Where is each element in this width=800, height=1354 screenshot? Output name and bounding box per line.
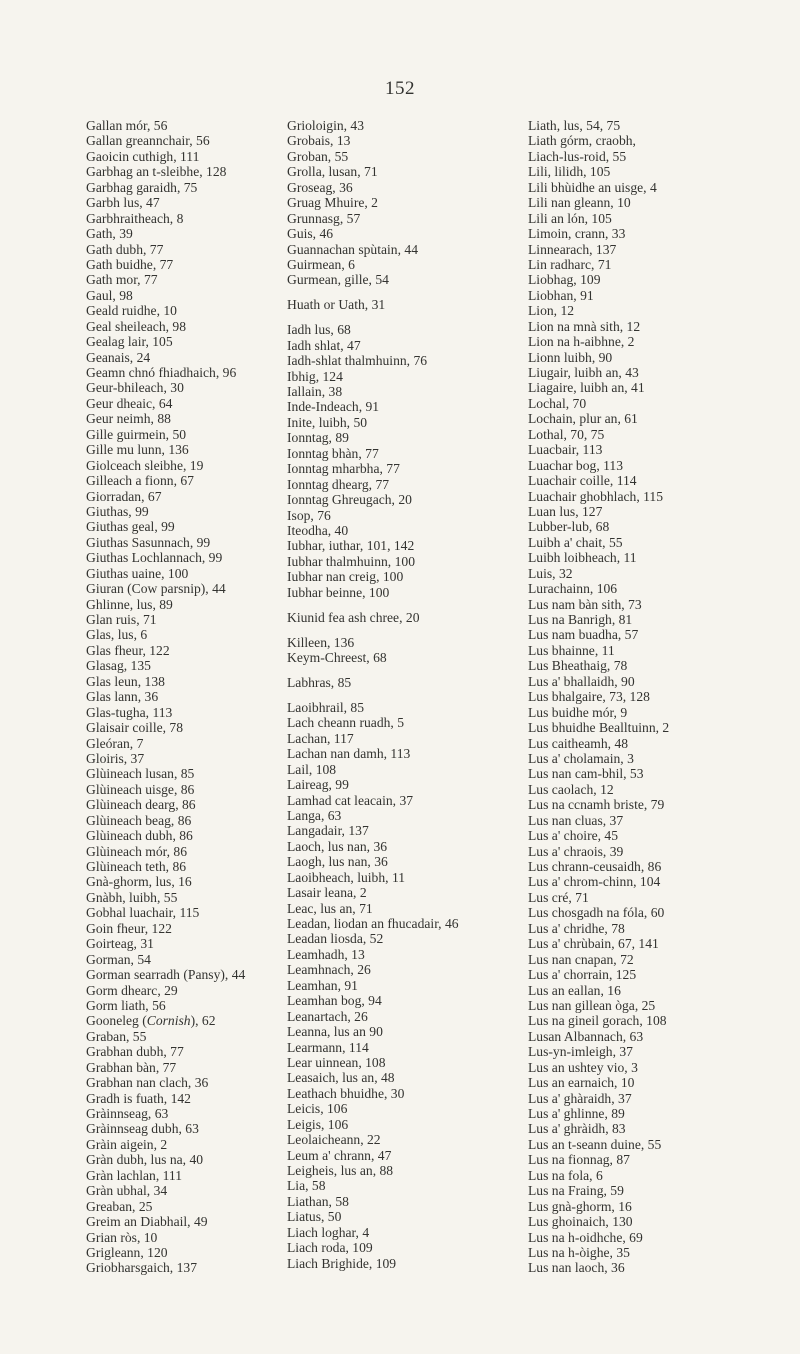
- index-entry: Luacbair, 113: [528, 442, 603, 458]
- index-entry: Glùineach lusan, 85: [86, 766, 195, 782]
- index-entry: Linnearach, 137: [528, 241, 617, 257]
- index-entry: Glas lann, 36: [86, 689, 159, 705]
- index-entry: Gurmean, gille, 54: [287, 272, 389, 288]
- index-entry: Glùineach beag, 86: [86, 812, 192, 828]
- index-entry: Lus bhainne, 11: [528, 642, 615, 658]
- index-entry: Iubhar thalmhuinn, 100: [287, 553, 415, 569]
- index-entry: Lus ghoinaich, 130: [528, 1214, 633, 1230]
- index-entry: Gooneleg (Cornish), 62: [86, 1013, 216, 1029]
- index-entry: Ionntag Ghreugach, 20: [287, 492, 412, 508]
- index-entry: Leigheis, lus an, 88: [287, 1163, 394, 1178]
- index-entry: Lus a' choire, 45: [528, 828, 619, 844]
- index-entry: Iadh lus, 68: [287, 322, 351, 338]
- index-entry: Gràinnseag dubh, 63: [86, 1121, 199, 1137]
- index-entry: Lia, 58: [287, 1178, 326, 1194]
- index-entry: Giuthas uaine, 100: [86, 565, 189, 581]
- index-entry: Lus an t-seann duine, 55: [528, 1136, 662, 1152]
- index-entry: Lachan nan damh, 113: [287, 746, 411, 762]
- index-entry: Liobhan, 91: [528, 287, 594, 303]
- index-entry: Lus a' chorrain, 125: [528, 967, 637, 983]
- index-entry: Graban, 55: [86, 1028, 147, 1044]
- index-entry: Leamhan, 91: [287, 977, 358, 993]
- index-entry: Lus cré, 71: [528, 889, 589, 905]
- index-entry: Glùineach uisge, 86: [86, 781, 195, 797]
- index-entry: Guirmean, 6: [287, 256, 355, 272]
- index-entry: Learmann, 114: [287, 1039, 369, 1055]
- index-entry: Lus a' ghràidh, 83: [528, 1121, 626, 1137]
- index-section-first-entry: Huath or Uath, 31: [287, 297, 386, 313]
- index-entry: Langadair, 137: [287, 823, 369, 839]
- index-entry: Lochal, 70: [528, 395, 587, 411]
- index-entry: Guannachan spùtain, 44: [287, 241, 418, 257]
- index-entry: Lus an ushtey vio, 3: [528, 1059, 638, 1075]
- index-entry: Gloiris, 37: [86, 750, 145, 766]
- index-entry: Leum a' chrann, 47: [287, 1147, 392, 1163]
- index-entry: Lus na fola, 6: [528, 1167, 603, 1183]
- index-entry: Garbhag garaidh, 75: [86, 179, 198, 195]
- index-entry: Liath górm, craobh,: [528, 133, 636, 149]
- index-entry: Lus an eallan, 16: [528, 982, 621, 998]
- index-entry: Grobais, 13: [287, 133, 351, 149]
- index-entry: Luachair coille, 114: [528, 473, 637, 489]
- index-entry: Iadh-shlat thalmhuinn, 76: [287, 353, 428, 369]
- index-entry: Lus a' chraois, 39: [528, 843, 624, 859]
- index-entry: Lus Bheathaig, 78: [528, 658, 628, 674]
- index-section-first-entry: Kiunid fea ash chree, 20: [287, 609, 420, 625]
- index-column-2: [287, 118, 527, 1271]
- index-entry: Gleóran, 7: [86, 735, 144, 751]
- index-entry: Lili an lón, 105: [528, 210, 612, 226]
- index-entry: Gille guirmein, 50: [86, 426, 187, 442]
- index-entry: Lus a' cholamain, 3: [528, 750, 634, 766]
- index-entry: Glas-tugha, 113: [86, 704, 173, 720]
- index-entry: Lus gnà-ghorm, 16: [528, 1198, 632, 1214]
- index-entry: Leamhan bog, 94: [287, 993, 382, 1009]
- index-entry: Gille mu lunn, 136: [86, 442, 189, 458]
- index-entry: Liach roda, 109: [287, 1240, 373, 1256]
- index-entry: Lion, 12: [528, 303, 575, 319]
- index-entry: Luan lus, 127: [528, 503, 603, 519]
- index-entry: Gorm liath, 56: [86, 997, 166, 1013]
- index-entry: Iubhar, iuthar, 101, 142: [287, 538, 415, 554]
- index-entry: Grunnasg, 57: [287, 210, 361, 226]
- index-column-3: [528, 118, 790, 1276]
- index-entry: Leamhadh, 13: [287, 946, 365, 962]
- index-entry: Liach-lus-roid, 55: [528, 148, 627, 164]
- index-entry: Gorm dhearc, 29: [86, 982, 178, 998]
- index-entry: Liobhag, 109: [528, 272, 601, 288]
- index-entry: Gràin aigein, 2: [86, 1136, 168, 1152]
- index-entry: Lasair leana, 2: [287, 885, 367, 901]
- index-entry: Inite, luibh, 50: [287, 414, 368, 430]
- index-entry: Luibh a' chait, 55: [528, 534, 623, 550]
- index-entry: Glùineach dearg, 86: [86, 797, 196, 813]
- index-entry: Geur-bhileach, 30: [86, 380, 184, 396]
- index-entry: Lail, 108: [287, 761, 337, 777]
- index-entry: Lin radharc, 71: [528, 256, 612, 272]
- index-entry: Lus nam bàn sith, 73: [528, 596, 642, 612]
- index-entry: Goin fheur, 122: [86, 920, 172, 936]
- index-entry: Gradh is fuath, 142: [86, 1090, 191, 1106]
- index-entry: Geald ruidhe, 10: [86, 303, 177, 319]
- index-entry: Lus nan gillean òga, 25: [528, 997, 656, 1013]
- index-entry: Gobhal luachair, 115: [86, 905, 200, 921]
- index-entry: Liach loghar, 4: [287, 1224, 370, 1240]
- index-entry: Isop, 76: [287, 507, 331, 523]
- index-entry: Langa, 63: [287, 807, 342, 823]
- index-entry: Lionn luibh, 90: [528, 349, 613, 365]
- index-entry: Luibh loibheach, 11: [528, 550, 637, 566]
- index-entry: Giorradan, 67: [86, 488, 162, 504]
- index-entry: Liath, lus, 54, 75: [528, 118, 621, 133]
- index-entry: Geamn chnó fhiadhaich, 96: [86, 365, 237, 380]
- index-entry: Glaisair coille, 78: [86, 720, 184, 736]
- index-entry: Lus a' chridhe, 78: [528, 920, 625, 936]
- index-entry: Liatus, 50: [287, 1209, 342, 1225]
- index-entry: Lus nan laoch, 36: [528, 1260, 625, 1276]
- index-entry: Ionntag dhearg, 77: [287, 476, 390, 492]
- index-entry: Lus nam buadha, 57: [528, 627, 639, 643]
- index-entry: Gilleach a fionn, 67: [86, 473, 194, 489]
- index-entry: Keym-Chreest, 68: [287, 650, 387, 665]
- index-entry: Garbhraitheach, 8: [86, 210, 184, 226]
- index-entry: Lus na h-oidhche, 69: [528, 1229, 643, 1245]
- index-entry: Glasag, 135: [86, 658, 151, 674]
- index-entry: Lus chrann-ceusaidh, 86: [528, 859, 662, 874]
- index-entry: Lion na mnà sith, 12: [528, 318, 641, 334]
- index-entry: Lachan, 117: [287, 730, 354, 746]
- index-entry: Geur neimh, 88: [86, 411, 171, 427]
- index-entry: Lus na ccnamh briste, 79: [528, 797, 665, 813]
- index-entry: Grabhan nan clach, 36: [86, 1075, 209, 1091]
- index-entry: Limoin, crann, 33: [528, 226, 626, 242]
- index-entry: Gallan mór, 56: [86, 118, 168, 133]
- index-entry: Lion na h-aibhne, 2: [528, 334, 635, 350]
- index-entry: Garbhag an t-sleibhe, 128: [86, 164, 227, 180]
- index-entry: Lus caolach, 12: [528, 781, 614, 797]
- index-entry: Gath mor, 77: [86, 272, 158, 288]
- index-entry: Liach Brighide, 109: [287, 1255, 397, 1271]
- index-entry: Iteodha, 40: [287, 522, 349, 538]
- index-entry: Goirteag, 31: [86, 936, 154, 952]
- index-entry: Inde-Indeach, 91: [287, 399, 380, 415]
- index-entry: Lili bhùidhe an uisge, 4: [528, 179, 657, 195]
- index-entry: Lus a' ghàraidh, 37: [528, 1090, 632, 1106]
- index-entry: Lus nan cnapan, 72: [528, 951, 634, 967]
- index-entry: Luis, 32: [528, 565, 573, 581]
- index-entry: Lusan Albannach, 63: [528, 1028, 644, 1044]
- index-entry: Laogh, lus nan, 36: [287, 854, 388, 870]
- index-entry: Liugair, luibh an, 43: [528, 365, 639, 380]
- index-entry: Luachar bog, 113: [528, 457, 623, 473]
- index-entry: Lus a' ghlinne, 89: [528, 1106, 625, 1121]
- page-number: 152: [385, 78, 415, 99]
- index-entry: Leigis, 106: [287, 1116, 349, 1132]
- index-entry: Grioloigin, 43: [287, 118, 365, 133]
- index-entry: Lus bhalgaire, 73, 128: [528, 689, 650, 705]
- index-entry: Lus na Fraing, 59: [528, 1183, 624, 1199]
- index-entry: Leathach bhuidhe, 30: [287, 1085, 405, 1101]
- index-entry: Lus na h-òighe, 35: [528, 1244, 630, 1260]
- index-entry: Iubhar nan creig, 100: [287, 569, 404, 585]
- index-entry: Gràn dubh, lus na, 40: [86, 1152, 204, 1168]
- index-entry: Gaul, 98: [86, 287, 133, 303]
- index-entry: Lus caitheamh, 48: [528, 735, 629, 751]
- index-entry: Gath buidhe, 77: [86, 256, 174, 272]
- index-entry: Griobharsgaich, 137: [86, 1260, 197, 1276]
- index-entry: Gaoicin cuthigh, 111: [86, 148, 200, 164]
- index-entry: Glùineach mór, 86: [86, 843, 188, 859]
- index-entry: Lus na Banrigh, 81: [528, 612, 633, 627]
- index-entry: Gealag lair, 105: [86, 334, 173, 350]
- index-entry: Lus a' chrùbain, 67, 141: [528, 936, 659, 952]
- index-entry: Lus chosgadh na fóla, 60: [528, 905, 665, 921]
- index-entry: Lus nan cluas, 37: [528, 812, 624, 828]
- index-entry: Lurachainn, 106: [528, 581, 618, 597]
- index-entry: Giuthas Sasunnach, 99: [86, 534, 211, 550]
- index-entry: Geal sheileach, 98: [86, 318, 187, 334]
- index-entry: Groban, 55: [287, 148, 349, 164]
- index-entry: Glan ruis, 71: [86, 612, 157, 627]
- index-entry: Giuran (Cow parsnip), 44: [86, 581, 226, 597]
- index-entry: Geanais, 24: [86, 349, 151, 365]
- index-entry: Lili nan gleann, 10: [528, 195, 631, 211]
- index-entry: Glùineach teth, 86: [86, 859, 187, 874]
- index-entry: Killeen, 136: [287, 634, 355, 650]
- index-entry: Glas, lus, 6: [86, 627, 148, 643]
- index-entry: Grigleann, 120: [86, 1244, 168, 1260]
- index-entry: Grian ròs, 10: [86, 1229, 158, 1245]
- index-entry: Laireag, 99: [287, 777, 349, 793]
- index-entry: Lus a' chrom-chinn, 104: [528, 874, 661, 890]
- index-entry: Lothal, 70, 75: [528, 426, 605, 442]
- index-entry: Ionntag, 89: [287, 430, 349, 446]
- index-entry: Leanartach, 26: [287, 1008, 368, 1024]
- index-entry: Giuthas geal, 99: [86, 519, 175, 535]
- index-entry: Gràinnseag, 63: [86, 1106, 169, 1121]
- index-entry: Laoibheach, luibh, 11: [287, 869, 406, 885]
- index-entry: Grabhan bàn, 77: [86, 1059, 177, 1075]
- index-entry: Iallain, 38: [287, 384, 343, 399]
- index-entry: Gràn ubhal, 34: [86, 1183, 168, 1199]
- index-entry: Lili, lilidh, 105: [528, 164, 611, 180]
- index-entry: Iubhar beinne, 100: [287, 584, 390, 600]
- index-entry: Garbh lus, 47: [86, 195, 160, 211]
- index-entry: Gràn lachlan, 111: [86, 1167, 182, 1183]
- index-entry: Ionntag mharbha, 77: [287, 461, 400, 477]
- index-entry: Lear uinnean, 108: [287, 1054, 386, 1070]
- index-entry: Greaban, 25: [86, 1198, 153, 1214]
- index-entry: Luachair ghobhlach, 115: [528, 488, 664, 504]
- index-section-first-entry: Labhras, 85: [287, 674, 352, 690]
- index-entry: Laoibhrail, 85: [287, 699, 365, 715]
- index-entry: Lus buidhe mór, 9: [528, 704, 628, 720]
- index-entry: Leicis, 106: [287, 1101, 348, 1117]
- index-entry: Greim an Diabhail, 49: [86, 1214, 208, 1230]
- index-entry: Ibhig, 124: [287, 368, 343, 384]
- index-entry: Grolla, lusan, 71: [287, 164, 378, 180]
- index-entry: Lus-yn-imleigh, 37: [528, 1044, 633, 1060]
- index-entry: Glas leun, 138: [86, 673, 165, 689]
- index-entry: Giuthas Lochlannach, 99: [86, 550, 223, 566]
- index-entry: Lus nan cam-bhil, 53: [528, 766, 644, 782]
- index-entry: Lus an earnaich, 10: [528, 1075, 635, 1091]
- index-entry: Gruag Mhuire, 2: [287, 195, 378, 211]
- index-entry: Iadh shlat, 47: [287, 337, 361, 353]
- index-entry: Lus bhuidhe Bealltuinn, 2: [528, 720, 670, 736]
- index-entry: Gorman searradh (Pansy), 44: [86, 967, 246, 983]
- index-entry: Lamhad cat leacain, 37: [287, 792, 414, 808]
- index-entry: Giolceach sleibhe, 19: [86, 457, 204, 473]
- index-entry: Leadan liosda, 52: [287, 931, 384, 947]
- index-entry: Lus na fionnag, 87: [528, 1152, 630, 1168]
- index-entry: Gath, 39: [86, 226, 133, 242]
- index-entry: Lach cheann ruadh, 5: [287, 715, 405, 731]
- index-entry: Leamhnach, 26: [287, 962, 371, 978]
- index-entry: Groseag, 36: [287, 179, 353, 195]
- index-entry: Liagaire, luibh an, 41: [528, 380, 645, 396]
- index-entry: Lochain, plur an, 61: [528, 411, 638, 427]
- index-entry: Ionntag bhàn, 77: [287, 445, 379, 461]
- index-entry: Giuthas, 99: [86, 503, 149, 519]
- index-entry: Liathan, 58: [287, 1193, 349, 1209]
- index-entry: Leac, lus an, 71: [287, 900, 373, 916]
- index-entry: Gorman, 54: [86, 951, 151, 967]
- index-entry: Ghlinne, lus, 89: [86, 596, 173, 612]
- index-entry: Glas fheur, 122: [86, 642, 170, 658]
- index-entry: Leolaicheann, 22: [287, 1132, 381, 1148]
- index-entry: Leadan, liodan an fhucadair, 46: [287, 916, 459, 931]
- index-entry: Lus na gineil gorach, 108: [528, 1013, 667, 1029]
- index-entry: Gnàbh, luibh, 55: [86, 889, 178, 905]
- index-entry: Glùineach dubh, 86: [86, 828, 193, 844]
- index-entry: Lubber-lub, 68: [528, 519, 610, 535]
- index-entry: Guis, 46: [287, 226, 334, 242]
- index-column-1: [86, 118, 286, 1276]
- index-entry: Leanna, lus an 90: [287, 1024, 383, 1040]
- index-entry: Lus a' bhallaidh, 90: [528, 673, 635, 689]
- index-entry: Leasaich, lus an, 48: [287, 1070, 395, 1086]
- index-entry: Laoch, lus nan, 36: [287, 838, 388, 854]
- index-entry: Geur dheaic, 64: [86, 395, 173, 411]
- index-entry: Gallan greannchair, 56: [86, 133, 210, 149]
- index-entry: Gnà-ghorm, lus, 16: [86, 874, 192, 890]
- index-entry: Grabhan dubh, 77: [86, 1044, 184, 1060]
- index-entry: Gath dubh, 77: [86, 241, 164, 257]
